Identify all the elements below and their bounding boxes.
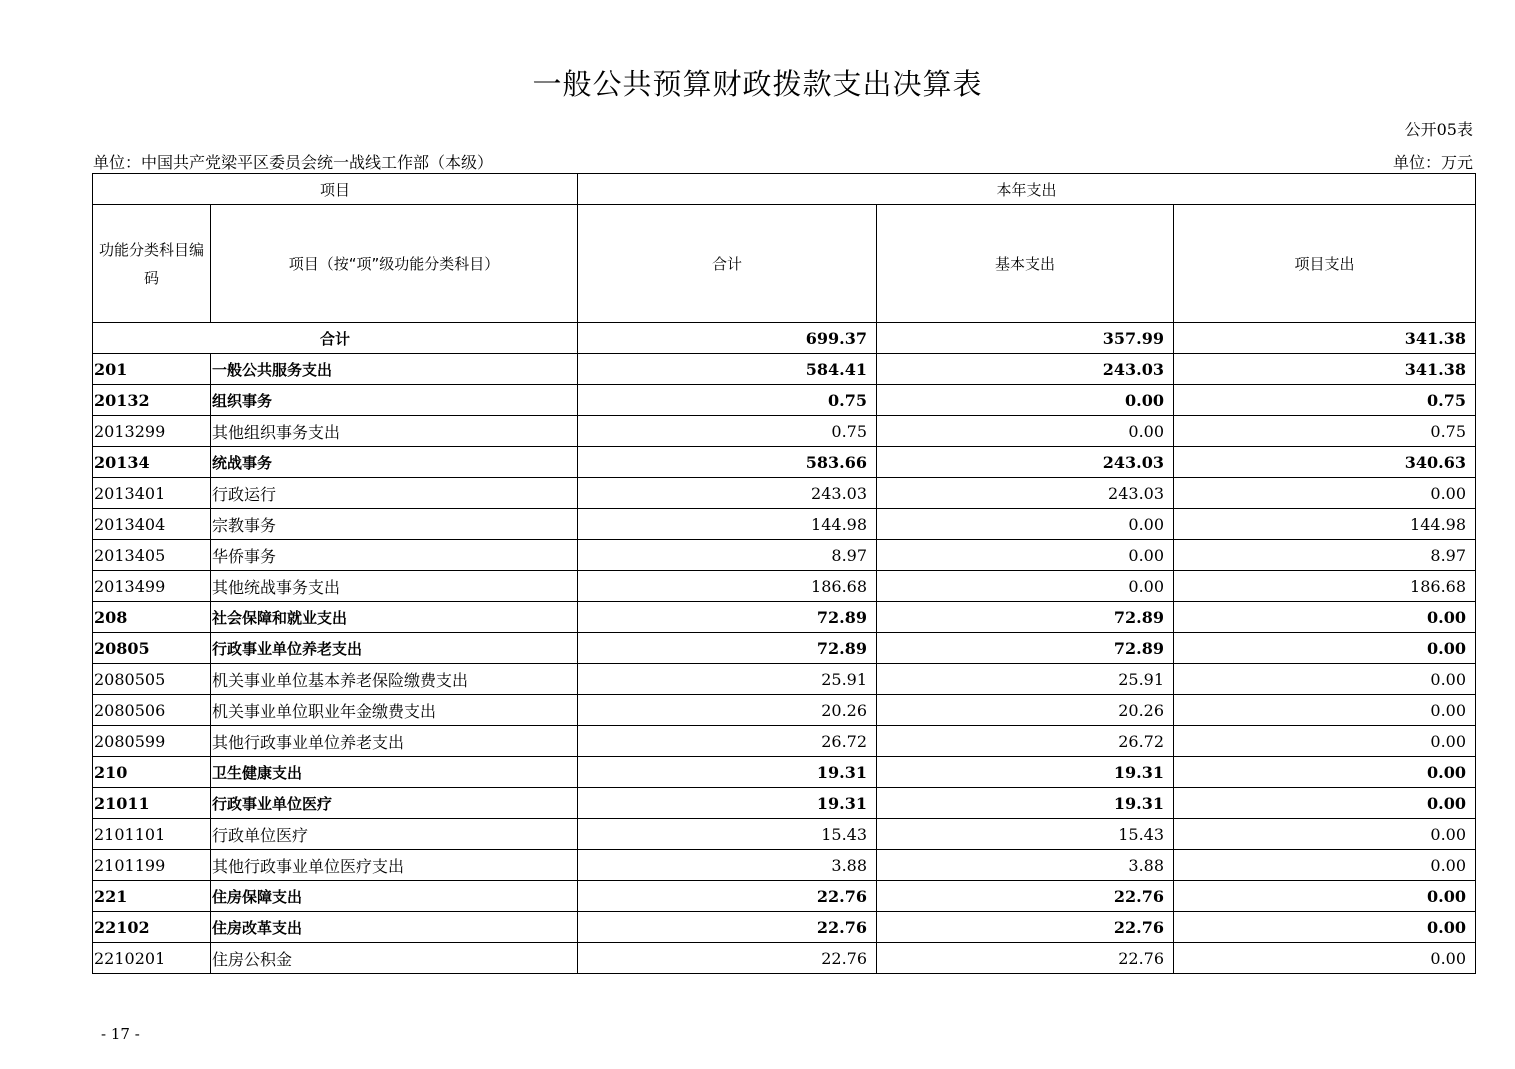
row-code: 2013299: [93, 416, 211, 447]
row-total: 584.41: [578, 354, 877, 385]
total-label: 合计: [93, 323, 578, 354]
header-code: 功能分类科目编码: [93, 205, 211, 323]
row-name: 行政事业单位医疗: [211, 788, 578, 819]
row-name: 住房公积金: [211, 943, 578, 974]
table-row: [93, 695, 1476, 726]
row-total: 15.43: [578, 819, 877, 850]
row-total: 72.89: [578, 602, 877, 633]
row-basic: 243.03: [877, 354, 1174, 385]
header-name: 项目（按“项”级功能分类科目）: [211, 205, 578, 323]
row-basic: 20.26: [877, 695, 1174, 726]
row-project: 341.38: [1174, 354, 1476, 385]
row-project: 0.00: [1174, 478, 1476, 509]
row-total: 0.75: [578, 385, 877, 416]
table-row: [93, 602, 1476, 633]
header-project: 项目支出: [1174, 205, 1476, 323]
row-project: 8.97: [1174, 540, 1476, 571]
row-project: 340.63: [1174, 447, 1476, 478]
table-row: [93, 540, 1476, 571]
row-code: 22102: [93, 912, 211, 943]
row-name: 行政单位医疗: [211, 819, 578, 850]
row-basic: 22.76: [877, 912, 1174, 943]
row-project: 0.00: [1174, 819, 1476, 850]
header-item: 项目: [93, 174, 578, 205]
row-total: 19.31: [578, 788, 877, 819]
total-row: [93, 323, 1476, 354]
row-name: 一般公共服务支出: [211, 354, 578, 385]
row-name: 宗教事务: [211, 509, 578, 540]
row-project: 0.00: [1174, 726, 1476, 757]
row-total: 186.68: [578, 571, 877, 602]
row-name: 住房改革支出: [211, 912, 578, 943]
row-name: 住房保障支出: [211, 881, 578, 912]
row-code: 2080505: [93, 664, 211, 695]
row-code: 2080599: [93, 726, 211, 757]
row-code: 20132: [93, 385, 211, 416]
currency-unit: 单位：万元: [1392, 153, 1473, 172]
row-project: 0.00: [1174, 788, 1476, 819]
table-row: [93, 385, 1476, 416]
row-total: 26.72: [578, 726, 877, 757]
row-total: 22.76: [578, 881, 877, 912]
row-name: 机关事业单位职业年金缴费支出: [211, 695, 578, 726]
row-project: 0.00: [1174, 602, 1476, 633]
row-basic: 0.00: [877, 571, 1174, 602]
header-total: 合计: [578, 205, 877, 323]
row-basic: 19.31: [877, 788, 1174, 819]
row-project: 144.98: [1174, 509, 1476, 540]
header-basic: 基本支出: [877, 205, 1174, 323]
row-code: 2013405: [93, 540, 211, 571]
row-name: 统战事务: [211, 447, 578, 478]
row-total: 144.98: [578, 509, 877, 540]
row-total: 3.88: [578, 850, 877, 881]
row-project: 0.00: [1174, 695, 1476, 726]
row-total: 19.31: [578, 757, 877, 788]
row-project: 0.00: [1174, 633, 1476, 664]
table-row: [93, 633, 1476, 664]
total-sum: 699.37: [578, 323, 877, 354]
row-code: 221: [93, 881, 211, 912]
row-name: 其他行政事业单位医疗支出: [211, 850, 578, 881]
expenditure-table: [92, 173, 1476, 974]
row-code: 2101101: [93, 819, 211, 850]
total-basic: 357.99: [877, 323, 1174, 354]
row-code: 2101199: [93, 850, 211, 881]
row-project: 186.68: [1174, 571, 1476, 602]
row-basic: 243.03: [877, 478, 1174, 509]
row-name: 组织事务: [211, 385, 578, 416]
table-row: [93, 726, 1476, 757]
row-name: 行政运行: [211, 478, 578, 509]
row-basic: 0.00: [877, 509, 1174, 540]
row-project: 0.00: [1174, 881, 1476, 912]
row-total: 20.26: [578, 695, 877, 726]
row-basic: 0.00: [877, 416, 1174, 447]
row-name: 其他组织事务支出: [211, 416, 578, 447]
row-total: 72.89: [578, 633, 877, 664]
row-code: 2210201: [93, 943, 211, 974]
row-basic: 26.72: [877, 726, 1174, 757]
table-row: [93, 788, 1476, 819]
table-row: [93, 509, 1476, 540]
table-row: [93, 912, 1476, 943]
row-code: 2013499: [93, 571, 211, 602]
row-name: 其他行政事业单位养老支出: [211, 726, 578, 757]
row-code: 2013404: [93, 509, 211, 540]
table-row: [93, 881, 1476, 912]
row-total: 25.91: [578, 664, 877, 695]
row-code: 20805: [93, 633, 211, 664]
table-row: [93, 819, 1476, 850]
row-name: 社会保障和就业支出: [211, 602, 578, 633]
row-basic: 72.89: [877, 602, 1174, 633]
row-project: 0.00: [1174, 943, 1476, 974]
row-total: 22.76: [578, 943, 877, 974]
row-code: 20134: [93, 447, 211, 478]
table-row: [93, 850, 1476, 881]
row-total: 583.66: [578, 447, 877, 478]
row-basic: 0.00: [877, 540, 1174, 571]
page-number: - 17 -: [101, 1025, 140, 1043]
row-total: 0.75: [578, 416, 877, 447]
row-basic: 22.76: [877, 943, 1174, 974]
row-code: 208: [93, 602, 211, 633]
row-code: 21011: [93, 788, 211, 819]
row-name: 行政事业单位养老支出: [211, 633, 578, 664]
row-code: 2080506: [93, 695, 211, 726]
header-row-2: [93, 205, 1476, 323]
row-name: 其他统战事务支出: [211, 571, 578, 602]
row-basic: 25.91: [877, 664, 1174, 695]
form-number: 公开05表: [1404, 120, 1473, 139]
table-row: [93, 478, 1476, 509]
table-row: [93, 943, 1476, 974]
page-title: 一般公共预算财政拨款支出决算表: [532, 67, 983, 101]
row-project: 0.75: [1174, 385, 1476, 416]
table-row: [93, 664, 1476, 695]
row-project: 0.00: [1174, 664, 1476, 695]
row-basic: 243.03: [877, 447, 1174, 478]
row-total: 243.03: [578, 478, 877, 509]
row-basic: 19.31: [877, 757, 1174, 788]
reporting-unit: 单位：中国共产党梁平区委员会统一战线工作部（本级）: [93, 153, 494, 172]
table-row: [93, 447, 1476, 478]
row-name: 华侨事务: [211, 540, 578, 571]
row-project: 0.00: [1174, 757, 1476, 788]
header-row-1: [93, 174, 1476, 205]
row-basic: 0.00: [877, 385, 1174, 416]
table-row: [93, 571, 1476, 602]
table-row: [93, 416, 1476, 447]
row-basic: 72.89: [877, 633, 1174, 664]
table-row: [93, 354, 1476, 385]
row-name: 卫生健康支出: [211, 757, 578, 788]
total-project: 341.38: [1174, 323, 1476, 354]
row-basic: 15.43: [877, 819, 1174, 850]
header-current-year: 本年支出: [578, 174, 1476, 205]
row-code: 2013401: [93, 478, 211, 509]
row-project: 0.00: [1174, 850, 1476, 881]
row-project: 0.75: [1174, 416, 1476, 447]
row-name: 机关事业单位基本养老保险缴费支出: [211, 664, 578, 695]
row-basic: 22.76: [877, 881, 1174, 912]
row-code: 210: [93, 757, 211, 788]
row-basic: 3.88: [877, 850, 1174, 881]
row-total: 22.76: [578, 912, 877, 943]
row-code: 201: [93, 354, 211, 385]
row-project: 0.00: [1174, 912, 1476, 943]
table-row: [93, 757, 1476, 788]
row-total: 8.97: [578, 540, 877, 571]
